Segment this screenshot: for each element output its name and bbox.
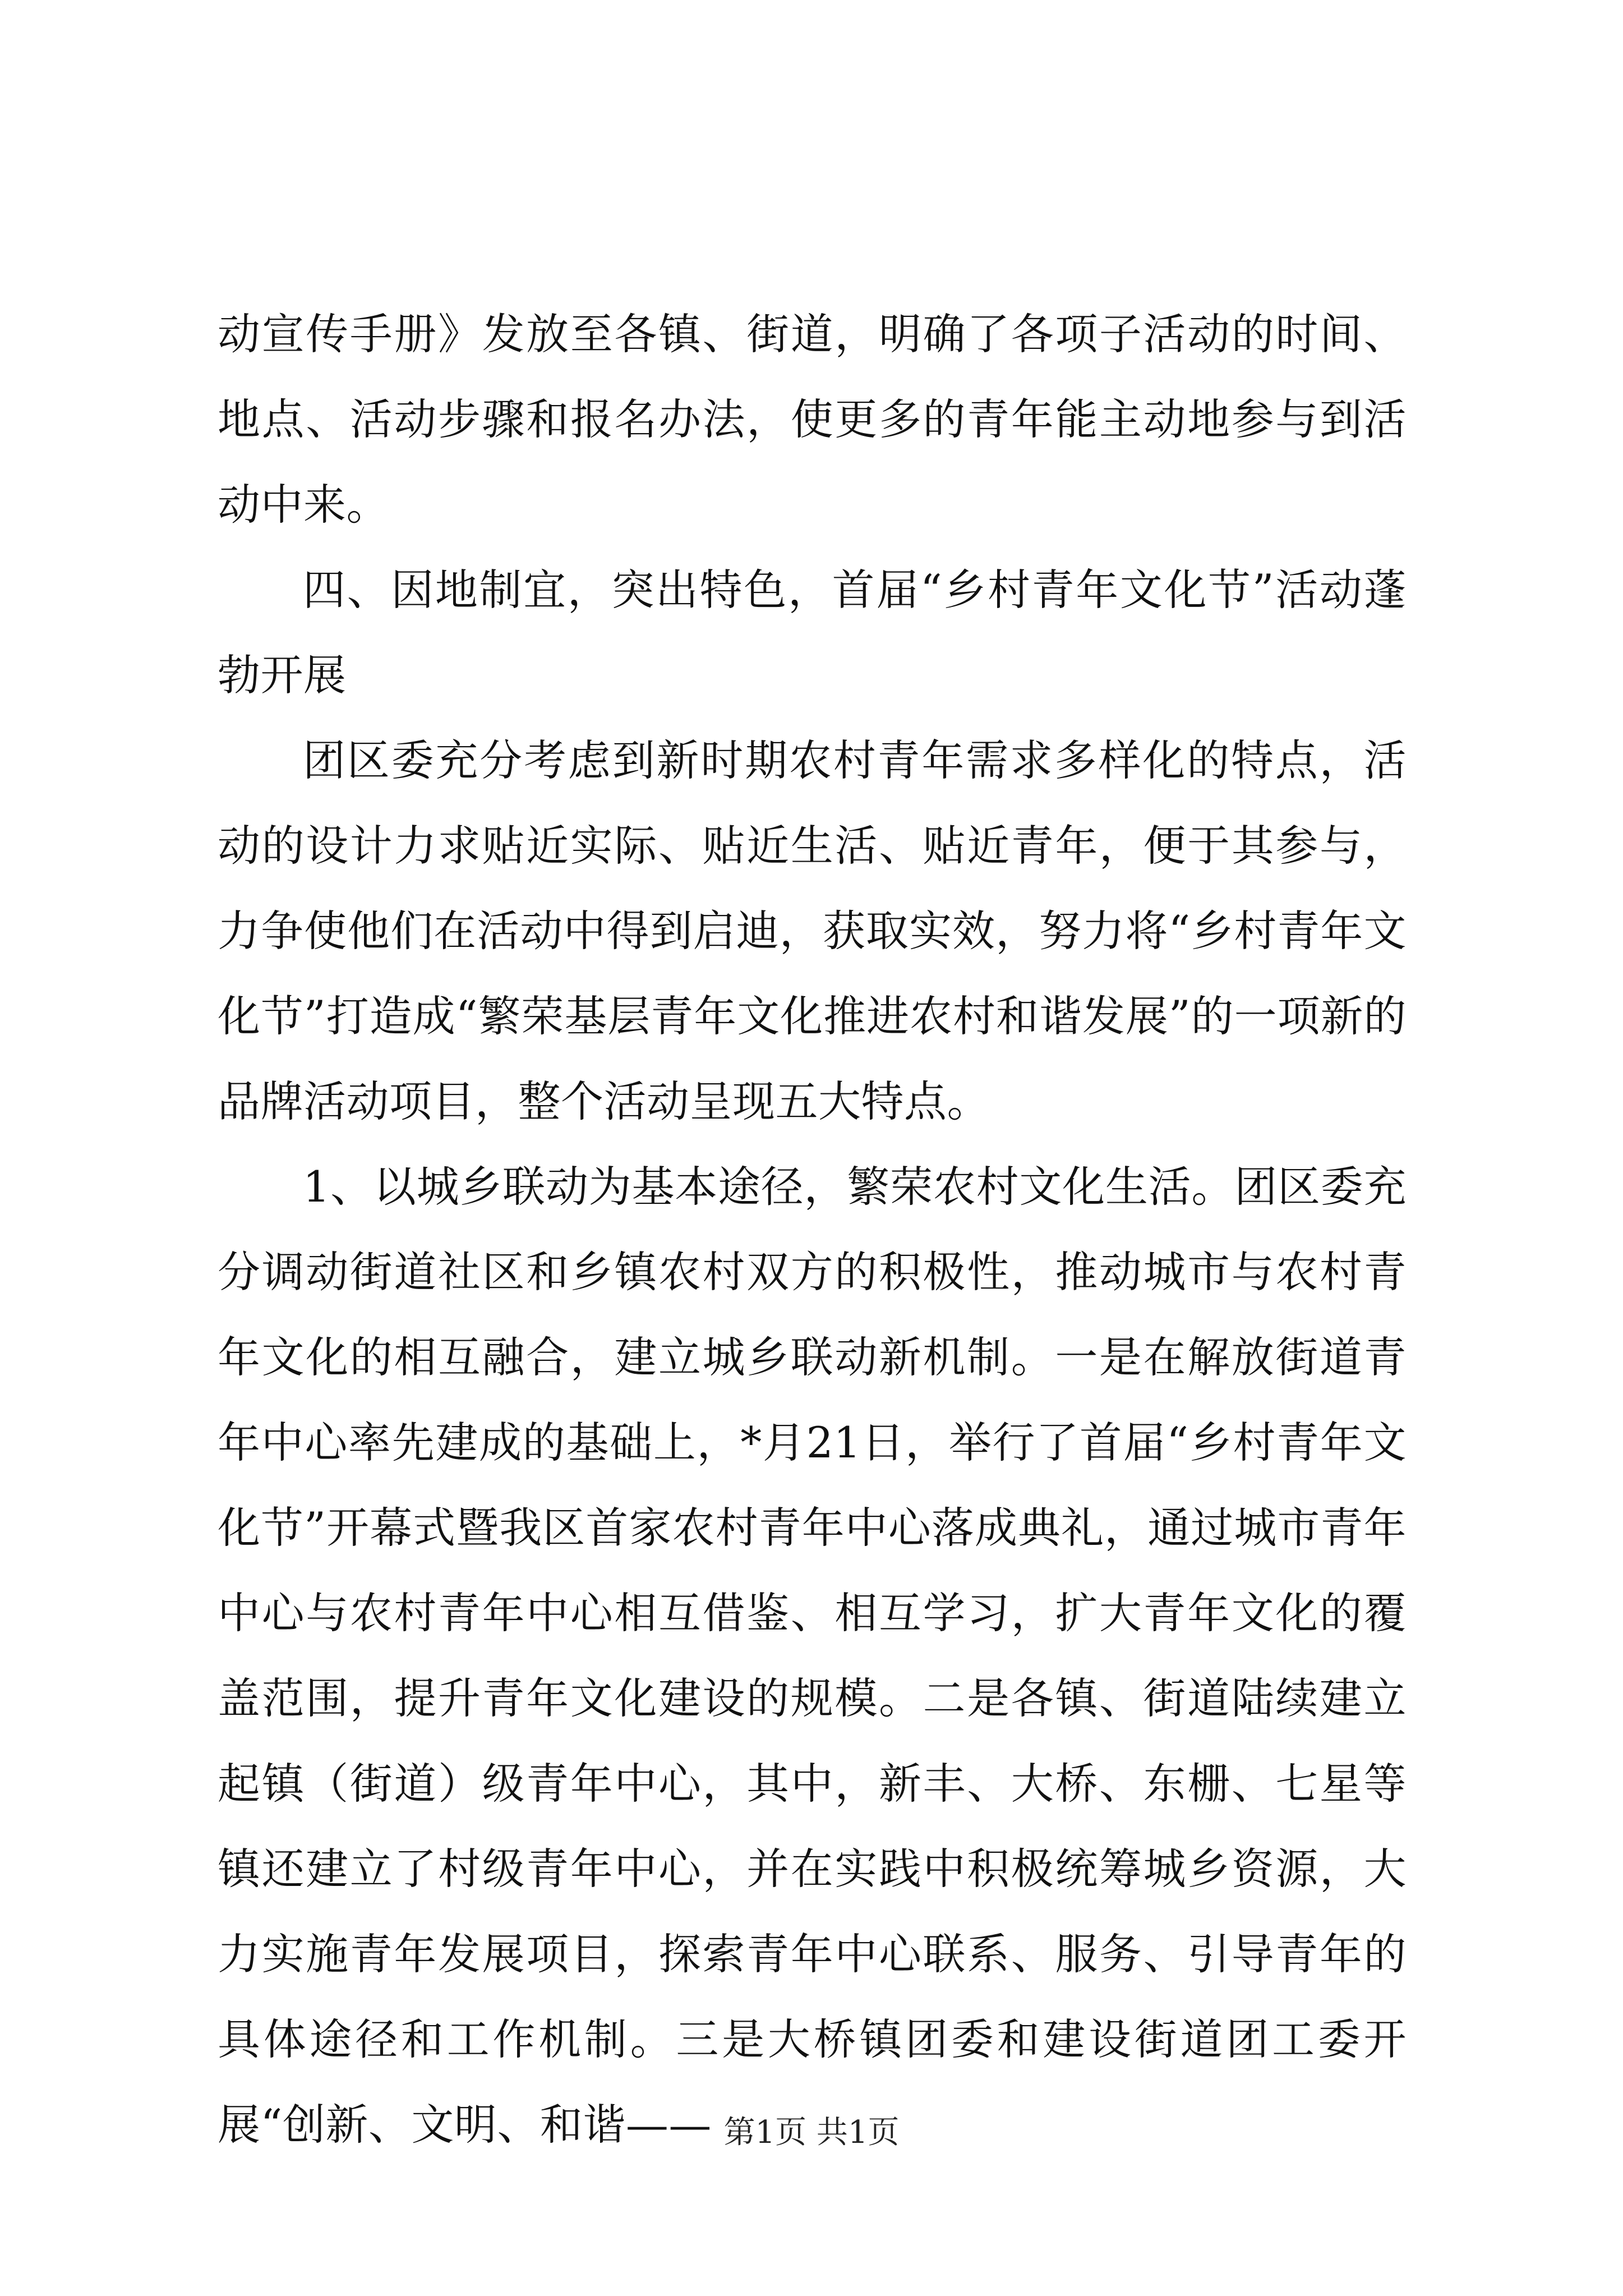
paragraph-point-1: 1、以城乡联动为基本途径，繁荣农村文化生活。团区委充分调动街道社区和乡镇农村双方的积极性，推动城市与农村青年文化的相互融合，建立城乡联动新机制。一是在解放街道青年中心率先建成的基础上，*月21日，举行了首届“乡村青年文化节”开幕式暨我区首家农村青年中心落成典礼，通过城市青年中心与农村青年中心相互借鉴、相互学习，扩大青年文化的覆盖范围，提升青年文化建设的规模。二是各镇、街道陆续建立起镇（街道）级青年中心，其中，新丰、大桥、东栅、七星等镇还建立了村级青年中心，并在实践中积极统筹城乡资源，大力实施青年发展项目，探索青年中心联系、服务、引导青年的具体途径和工作机制。三是大桥镇团委和建设街道团工委开展“创新、文明、和谐——	[218, 1162, 1407, 2150]
paragraph-continuation: 动宣传手册》发放至各镇、街道，明确了各项子活动的时间、地点、活动步骤和报名办法，使更多的青年能主动地参与到活动中来。	[218, 309, 1407, 530]
paragraph-intro: 团区委充分考虑到新时期农村青年需求多样化的特点，活动的设计力求贴近实际、贴近生活、贴近青年，便于其参与，力争使他们在活动中得到启迪，获取实效，努力将“乡村青年文化节”打造成“繁荣基层青年文化推进农村和谐发展”的一项新的品牌活动项目，整个活动呈现五大特点。	[218, 735, 1407, 1126]
section-heading: 四、因地制宜，突出特色，首届“乡村青年文化节”活动蓬勃开展	[218, 565, 1407, 700]
page-footer: 第1页 共1页	[723, 2114, 900, 2151]
document-body	[218, 292, 1407, 2168]
